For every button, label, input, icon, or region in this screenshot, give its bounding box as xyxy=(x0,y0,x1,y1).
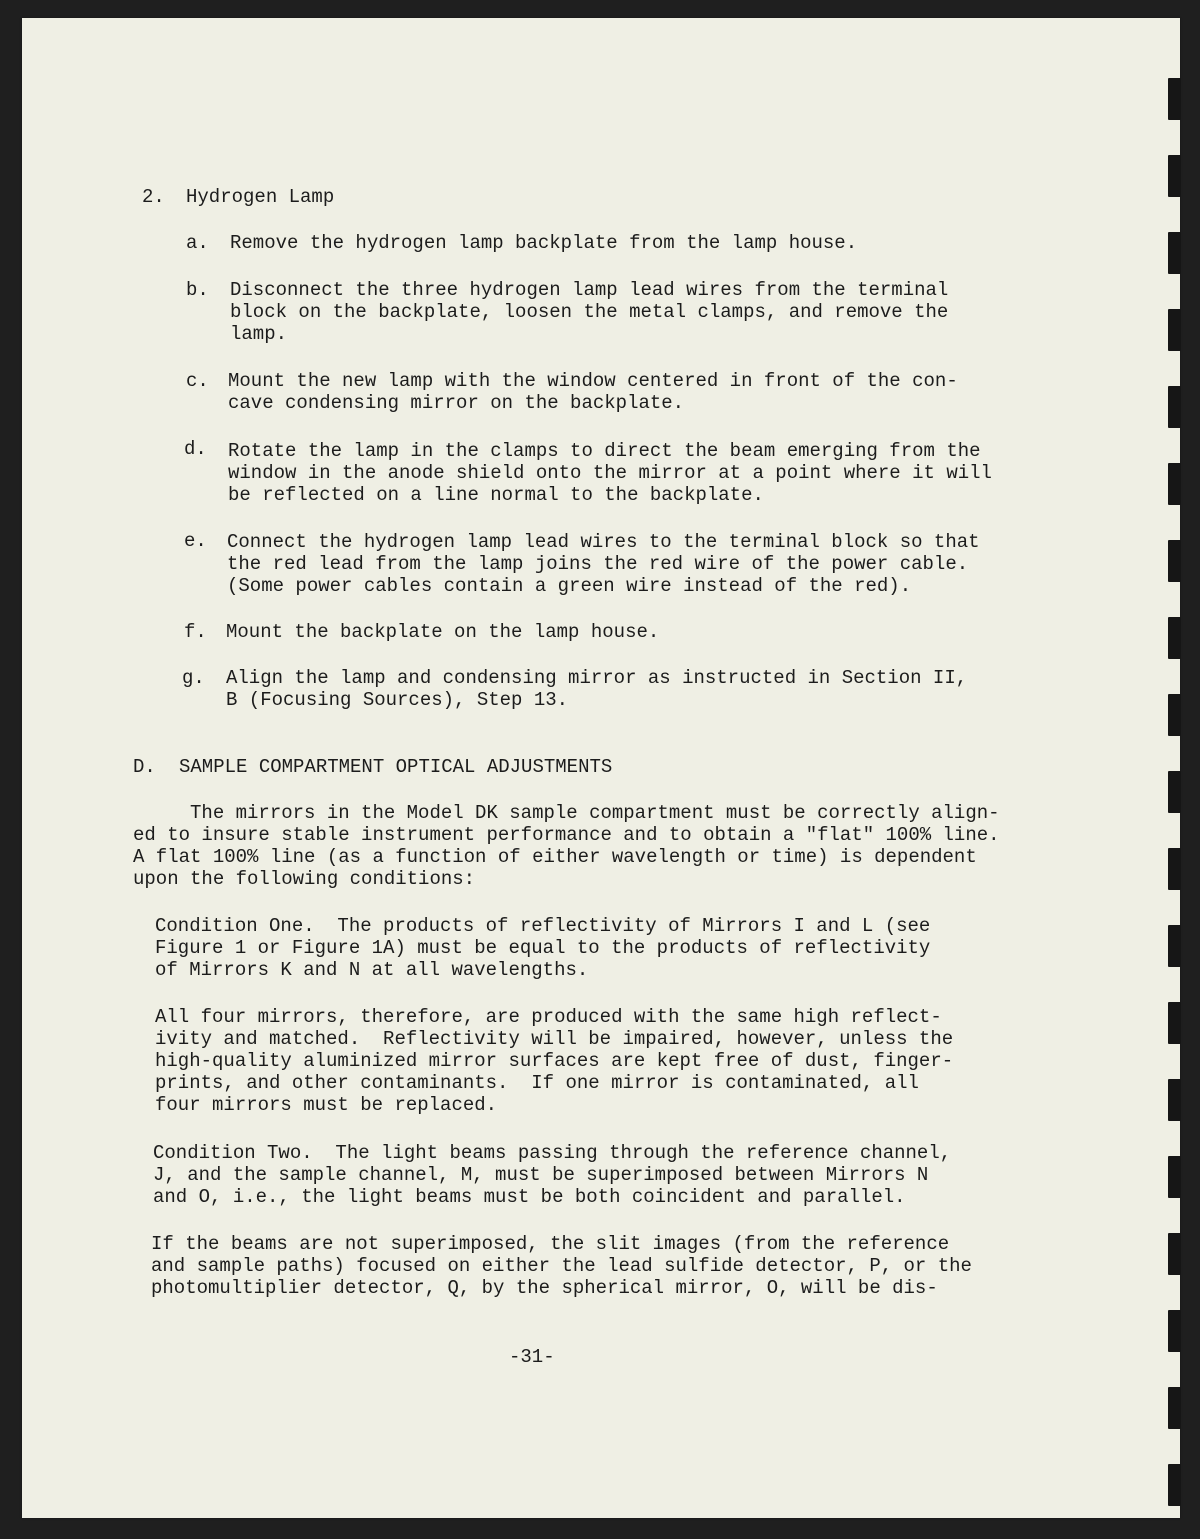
paragraph-line: photomultiplier detector, Q, by the spherical mirror, O, will be dis- xyxy=(151,1277,938,1299)
paragraph-line: ivity and matched. Reflectivity will be impaired, however, unless the xyxy=(155,1028,954,1050)
binding-slot xyxy=(1168,771,1181,813)
step-line: (Some power cables contain a green wire instead of the red). xyxy=(227,575,912,597)
binding-slot xyxy=(1168,925,1181,967)
step-letter: f. xyxy=(184,621,207,643)
step-letter: e. xyxy=(184,530,207,552)
paragraph-line: A flat 100% line (as a function of either wavelength or time) is dependent xyxy=(133,846,977,868)
step-line: lamp. xyxy=(230,323,288,345)
step-letter: d. xyxy=(184,438,207,460)
step-line: window in the anode shield onto the mirror at a point where it will xyxy=(228,462,992,484)
binding-slot xyxy=(1168,1233,1181,1275)
binding-slot xyxy=(1168,309,1181,351)
step-line: be reflected on a line normal to the backplate. xyxy=(228,484,764,506)
section-title: Hydrogen Lamp xyxy=(186,186,335,208)
section-heading: SAMPLE COMPARTMENT OPTICAL ADJUSTMENTS xyxy=(179,756,613,778)
binding-slot xyxy=(1168,1387,1181,1429)
section-letter: D. xyxy=(133,756,156,778)
step-line: Disconnect the three hydrogen lamp lead wires from the terminal xyxy=(230,279,949,301)
step-line: Mount the backplate on the lamp house. xyxy=(226,621,660,643)
paragraph-line: high-quality aluminized mirror surfaces are kept free of dust, finger- xyxy=(155,1050,954,1072)
binding-slot xyxy=(1168,1310,1181,1352)
binding-slot xyxy=(1168,386,1181,428)
paragraph-line: ed to insure stable instrument performance and to obtain a "flat" 100% line. xyxy=(133,824,1000,846)
step-line: Connect the hydrogen lamp lead wires to the terminal block so that xyxy=(227,531,980,553)
step-line: B (Focusing Sources), Step 13. xyxy=(226,689,569,711)
page-number: -31- xyxy=(509,1346,555,1368)
binding-slot xyxy=(1168,463,1181,505)
step-line: cave condensing mirror on the backplate. xyxy=(228,392,685,414)
paragraph-line: All four mirrors, therefore, are produced with the same high reflect- xyxy=(155,1006,942,1028)
paragraph-line: Figure 1 or Figure 1A) must be equal to the products of reflectivity xyxy=(155,937,931,959)
paragraph-line: and O, i.e., the light beams must be both coincident and parallel. xyxy=(153,1186,906,1208)
paragraph-line: prints, and other contaminants. If one mirror is contaminated, all xyxy=(155,1072,919,1094)
step-line: Mount the new lamp with the window centered in front of the con- xyxy=(228,370,958,392)
binding-slot xyxy=(1168,1002,1181,1044)
section-number: 2. xyxy=(142,186,165,208)
step-line: Rotate the lamp in the clamps to direct the beam emerging from the xyxy=(228,440,981,462)
binding-slot xyxy=(1168,1156,1181,1198)
step-letter: g. xyxy=(182,667,205,689)
document-page xyxy=(22,18,1180,1518)
step-letter: c. xyxy=(186,370,209,392)
paragraph-line: four mirrors must be replaced. xyxy=(155,1094,498,1116)
binding-slot xyxy=(1168,694,1181,736)
binding-slot xyxy=(1168,78,1181,120)
step-letter: a. xyxy=(186,232,209,254)
binding-slot xyxy=(1168,232,1181,274)
paragraph-line: Condition One. The products of reflectivity of Mirrors I and L (see xyxy=(155,915,931,937)
binding-slot xyxy=(1168,540,1181,582)
paragraph-line: Condition Two. The light beams passing through the reference channel, xyxy=(153,1142,952,1164)
step-line: the red lead from the lamp joins the red wire of the power cable. xyxy=(227,553,969,575)
paragraph-line: of Mirrors K and N at all wavelengths. xyxy=(155,959,589,981)
binding-slot xyxy=(1168,155,1181,197)
step-line: Align the lamp and condensing mirror as instructed in Section II, xyxy=(226,667,968,689)
paragraph-line: and sample paths) focused on either the lead sulfide detector, P, or the xyxy=(151,1255,972,1277)
paragraph-line: J, and the sample channel, M, must be superimposed between Mirrors N xyxy=(153,1164,929,1186)
paragraph-line: If the beams are not superimposed, the slit images (from the reference xyxy=(151,1233,950,1255)
step-line: block on the backplate, loosen the metal clamps, and remove the xyxy=(230,301,949,323)
binding-slot xyxy=(1168,617,1181,659)
step-line: Remove the hydrogen lamp backplate from the lamp house. xyxy=(230,232,858,254)
binding-slot xyxy=(1168,1079,1181,1121)
binding-slot xyxy=(1168,848,1181,890)
paragraph-line: The mirrors in the Model DK sample compartment must be correctly align- xyxy=(133,802,1000,824)
binding-slot xyxy=(1168,1464,1181,1506)
step-letter: b. xyxy=(186,279,209,301)
paragraph-line: upon the following conditions: xyxy=(133,868,476,890)
